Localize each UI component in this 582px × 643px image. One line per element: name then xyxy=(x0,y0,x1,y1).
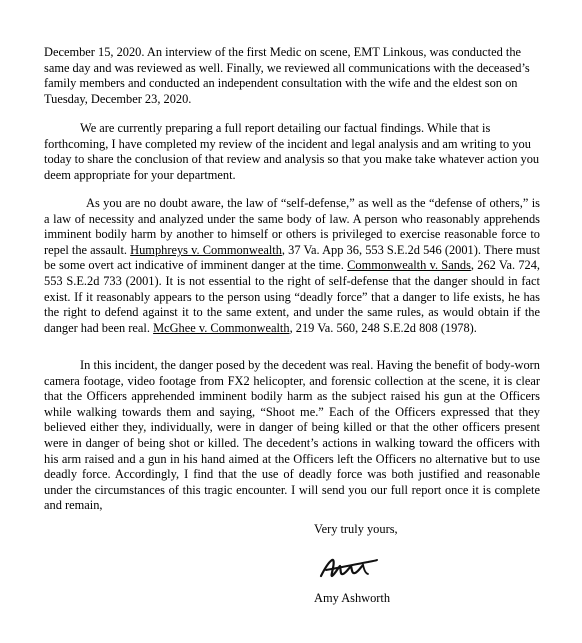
paragraph-4-text: In this incident, the danger posed by the decedent was real. Having the benefit of body-worn camera footage, video footage from FX2 helicopter, and forensic collection at the scene, it is clear that the Officers apprehended imminent bodily harm as the subject raised his gun at the Officers while walking towards them and saying, “Shoot me.” Each of the Officers expressed that they believed either they, individually, were in danger of being killed or that the other officers present were in danger of being shot or killed. The decedent’s actions in walking toward the officers with his arm raised and a gun in his hand aimed at the Officers left the Officers no alternative but to use deadly force. Accordingly, I find that the use of deadly force was both justified and reasonable under the circumstances of this tragic encounter. I will send you our full report once it is complete and remain, xyxy=(44,358,540,513)
paragraph-2-text: We are currently preparing a full report detailing our factual findings. While that is forthcoming, I have completed my review of the incident and legal analysis and am writing to you today to share the conclusion of that review and analysis so that you make take whatever action you deem appropriate for your department. xyxy=(44,121,540,182)
handwritten-signature xyxy=(318,554,380,582)
closing-salutation: Very truly yours, xyxy=(314,522,398,536)
paragraph-3 xyxy=(44,196,540,336)
signer-name: Amy Ashworth xyxy=(314,591,391,605)
case-citation-humphreys: Humphreys v. Commonwealth xyxy=(130,242,282,257)
case-citation-mcghee: McGhee v. Commonwealth xyxy=(153,320,290,335)
paragraph-1: December 15, 2020. An interview of the first Medic on scene, EMT Linkous, was conducted the same day and was reviewed as well. Finally, we reviewed all communications with the deceased’s family members and conducted an independent consultation with the wife and the eldest son on Tuesday, December 23, 2020. xyxy=(44,45,530,106)
paragraph-3-text-c: , 262 Va. 724, 553 S.E.2d 733 (2001). It is not essential to the right of self-defense that the danger should in fact exist. If it reasonably appears to the person using “deadly force” that a danger to life exists, he has the right to defend against it to the same extent, and under the same rules, as would obtain if the danger had been real. xyxy=(44,258,541,335)
case-citation-sands: Commonwealth v. Sands xyxy=(347,258,471,273)
paragraph-3-text-d: , 219 Va. 560, 248 S.E.2d 808 (1978). xyxy=(289,320,477,335)
paragraph-2 xyxy=(44,121,540,183)
paragraph-3-text-a: As you are no doubt aware, the law of “self-defense,” as well as the “defense of others,” is a law of necessity and analyzed under the same body of law. A person who reasonably apprehends imminent bodily harm by another to himself or others is privileged to exercise reasonable force to repel the assault. xyxy=(44,196,540,257)
paragraph-3-text-b: , 37 Va. App 36, 553 S.E.2d 546 (2001). There must be some overt act indicative of imminent danger at the time. xyxy=(44,242,541,273)
paragraph-4 xyxy=(44,358,540,514)
